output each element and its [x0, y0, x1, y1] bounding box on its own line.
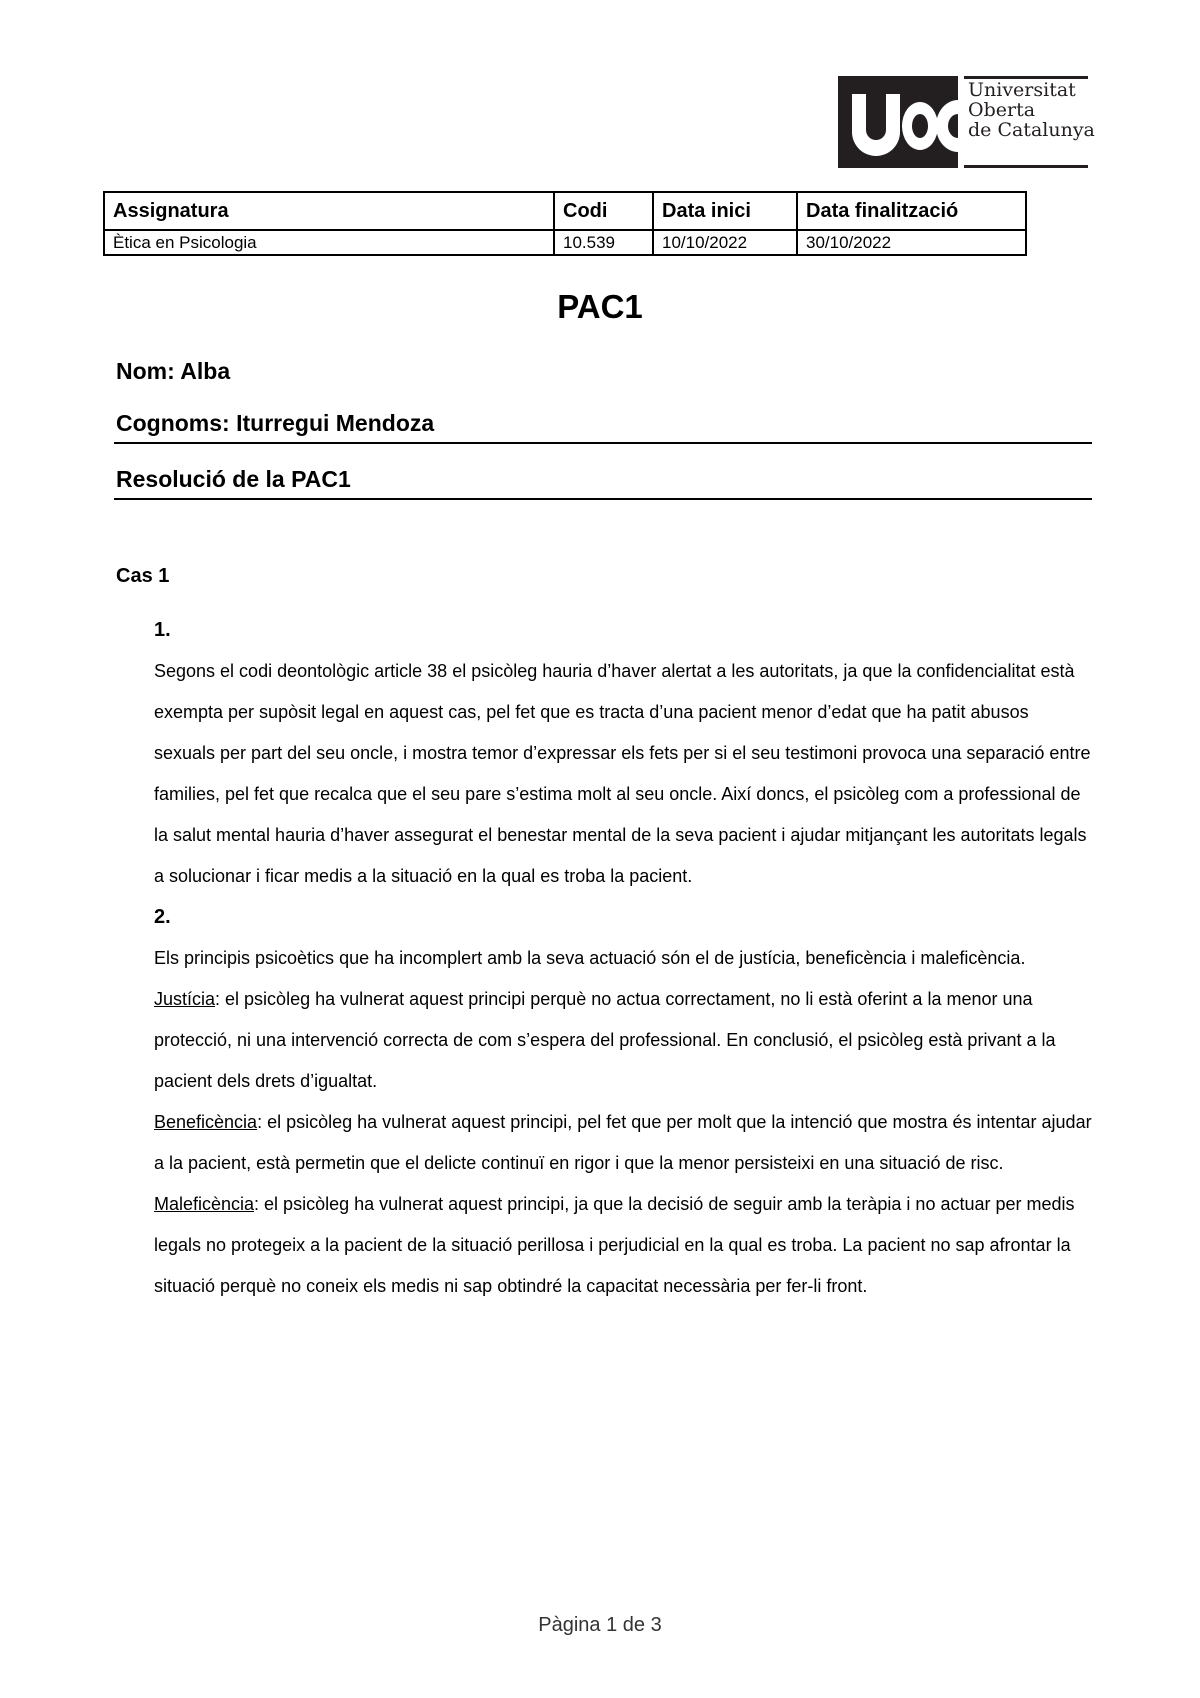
principle-maleficencia [154, 1184, 1094, 1307]
principle-justicia [154, 979, 1094, 1102]
cell-assignatura: Ètica en Psicologia [104, 230, 554, 255]
principle-term: Beneficència [154, 1112, 258, 1132]
logo-line-3: de Catalunya [968, 119, 1095, 141]
cell-codi: 10.539 [554, 230, 653, 255]
principle-term: Maleficència [154, 1194, 255, 1214]
subject-info-table [103, 191, 1027, 256]
header-data-inici: Data inici [653, 192, 797, 230]
header-assignatura: Assignatura [104, 192, 554, 230]
uoc-logo [838, 76, 1095, 170]
case-heading: Cas 1 [116, 565, 170, 587]
logo-line-2: Oberta [968, 99, 1036, 121]
student-name: Nom: Alba [116, 358, 231, 384]
table-row [104, 230, 1026, 255]
logo-line-1: Universitat [968, 79, 1076, 101]
principle-text: : el psicòleg ha vulnerat aquest principi, pel fet que per molt que la intenció que mostra és intentar ajudar a la pacient, està permetin que el delicte continuï en rigor i que la menor persisteixi en una situació de risc. [154, 1112, 1092, 1173]
table-header-row [104, 192, 1026, 230]
principle-term: Justícia [154, 989, 216, 1009]
divider [114, 498, 1092, 500]
page-number: Pàgina 1 de 3 [538, 1614, 662, 1636]
header-data-finalitzacio: Data finalització [797, 192, 1026, 230]
question-number-1: 1. [154, 619, 171, 641]
principle-beneficencia [154, 1102, 1094, 1184]
cell-data-finalitzacio: 30/10/2022 [797, 230, 1026, 255]
answer-1-paragraph: Segons el codi deontològic article 38 el psicòleg hauria d’haver alertat a les autoritats, ja que la confidencialitat està exempta per supòsit legal en aquest cas, pel fet que es tracta d’una pacient menor d’edat que ha patit abusos sexuals per part del seu oncle, i mostra temor d’expressar els fets per si el seu testimoni provoca una separació entre families, pel fet que recalca que el seu pare s’estima molt al seu oncle. Així doncs, el psicòleg com a professional de la salut mental hauria d’haver assegurat el benestar mental de la seva pacient i ajudar mitjançant les autoritats legals a solucionar i ficar medis a la situació en la qual es troba la pacient. [154, 661, 1091, 886]
student-surnames: Cognoms: Iturregui Mendoza [116, 410, 435, 436]
answer-body [154, 610, 1094, 1307]
principle-text: : el psicòleg ha vulnerat aquest principi perquè no actua correctament, no li està oferint a la menor una protecció, ni una intervenció correcta de com s’espera del professional. En conclusió, el psicòleg està privant a la pacient dels drets d’igualtat. [154, 989, 1056, 1091]
cell-data-inici: 10/10/2022 [653, 230, 797, 255]
answer-2-intro: Els principis psicoètics que ha incomplert amb la seva actuació són el de justícia, beneficència i maleficència. [154, 948, 1026, 968]
header-codi: Codi [554, 192, 653, 230]
principle-text: : el psicòleg ha vulnerat aquest principi, ja que la decisió de seguir amb la teràpia i no actuar per medis legals no protegeix a la pacient de la situació perillosa i perjudicial en la qual es troba. La pacient no sap afrontar la situació perquè no coneix els medis ni sap obtindré la capacitat necessària per fer-li front. [154, 1194, 1075, 1296]
question-number-2: 2. [154, 906, 171, 928]
logo-wordmark [968, 80, 1095, 140]
divider [114, 442, 1092, 444]
section-heading: Resolució de la PAC1 [116, 466, 351, 492]
page-title: PAC1 [557, 288, 643, 325]
